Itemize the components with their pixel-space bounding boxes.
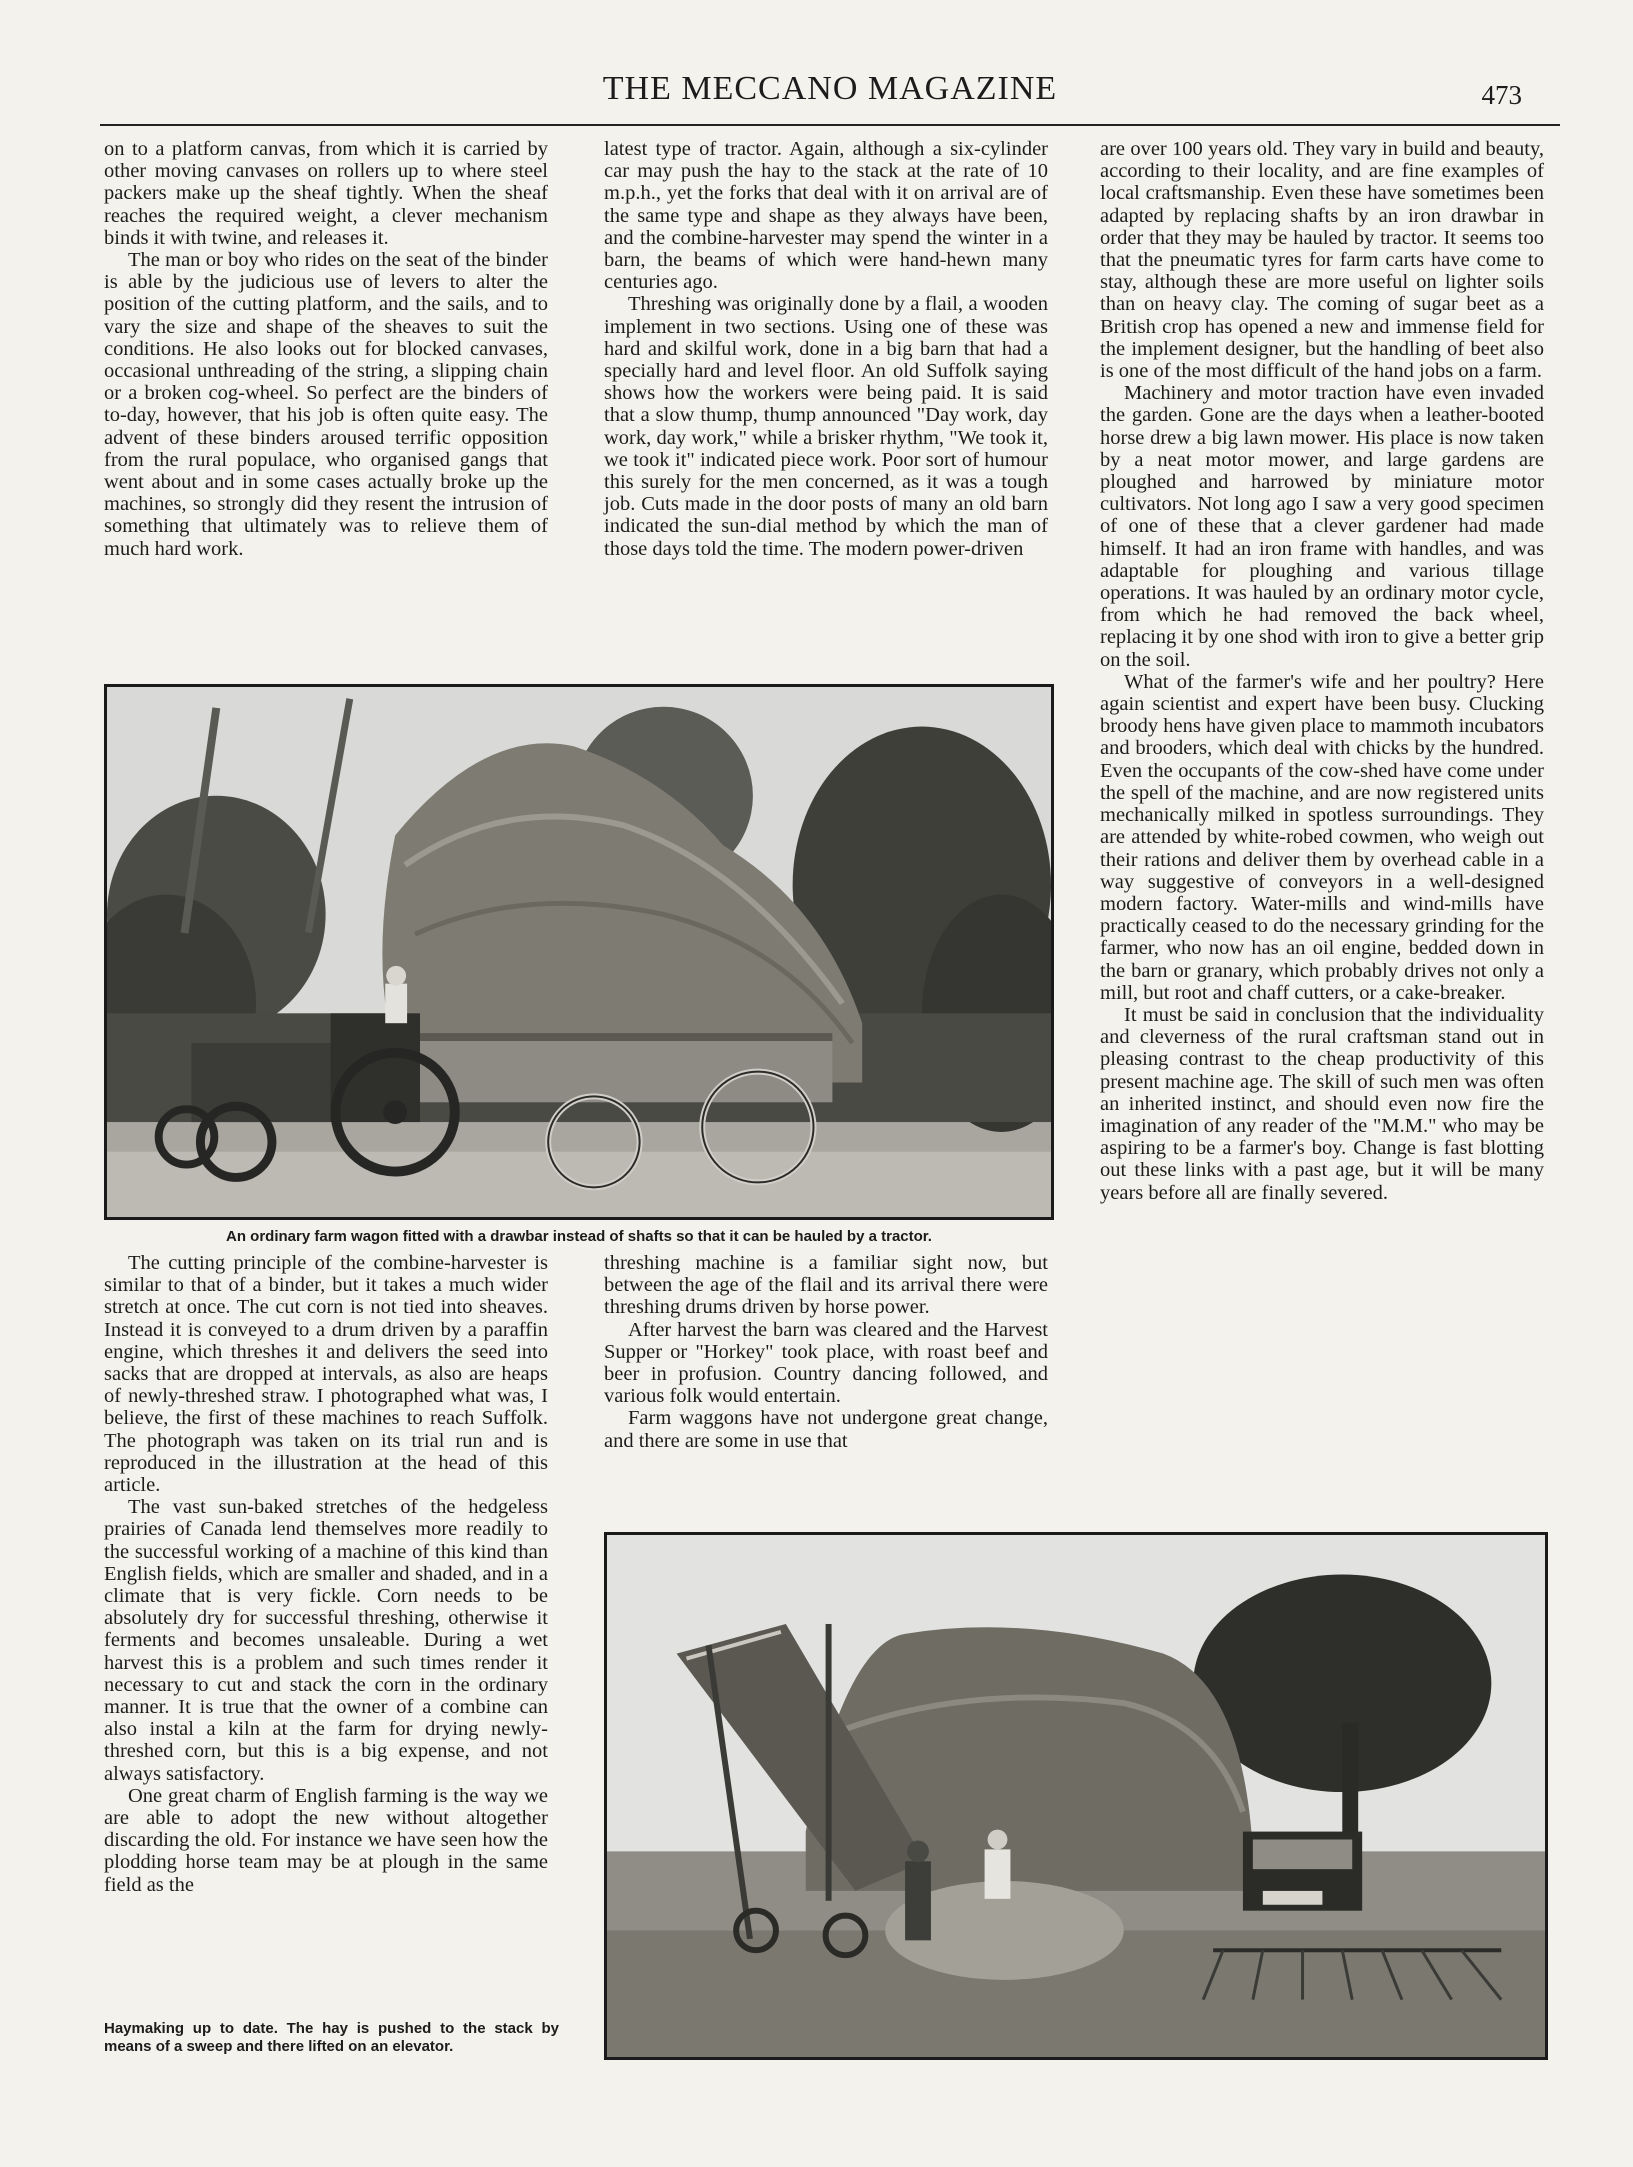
paragraph: It must be said in conclusion that the individuality and cleverness of the rural craftsman stand out in pleasing contrast to the cheap productivity of this present machine age. The skill of such men was often an inherited instinct, and should even now fire the imagination of any reader of the "M.M." who may be aspiring to be a farmer's boy. Change is fast blotting out these links with a past age, but it will be many years before all are finally severed. — [1100, 1003, 1544, 1204]
column-1-bottom — [104, 1252, 548, 1896]
header-rule — [100, 124, 1560, 126]
column-1-top — [104, 138, 548, 560]
column-2-top — [604, 138, 1048, 560]
magazine-title: THE MECCANO MAGAZINE — [602, 70, 1058, 107]
paragraph: Threshing was originally done by a flail, a wooden implement in two sections. Using one of these was hard and skilful work, done in a big barn that had a specially hard and level floor. An old Suffolk saying shows how the workers were being paid. It is said that a slow thump, thump announced "Day work, day work, day work," while a brisker rhythm, "We took it, we took it" indicated piece work. Poor sort of humour this surely for the men concerned, as it was a tough job. Cuts made in the door posts of many an old barn indicated the sun-dial method by which the man of those days told the time. The modern power-driven — [604, 293, 1048, 560]
paragraph: are over 100 years old. They vary in build and beauty, according to their locality, and are fine examples of local craftsmanship. Even these have sometimes been adapted by replacing shafts by an iron drawbar in order that they may be hauled by tractor. It seems too that the pneumatic tyres for farm carts have come to stay, although these are more useful on lighter soils than on heavy clay. The coming of sugar beet as a British crop has opened a new and immense field for the implement designer, but the handling of beet also is one of the most difficult of the hand jobs on a farm. — [1100, 138, 1544, 383]
page-header — [100, 66, 1560, 130]
column-3 — [1100, 138, 1544, 1204]
photo-tractor-hay-wagon — [104, 684, 1054, 1220]
photo-haymaking-elevator-image — [607, 1535, 1545, 2057]
paragraph: on to a platform canvas, from which it is carried by other moving canvases on rollers up to where steel packers make up the sheaf tightly. When the sheaf reaches the required weight, a clever mechanism binds it with twine, and releases it. — [104, 138, 548, 249]
paragraph: The cutting principle of the combine-harvester is similar to that of a binder, but it takes a much wider stretch at once. The cut corn is not tied into sheaves. Instead it is conveyed to a drum driven by a paraffin engine, which threshes it and delivers the seed into sacks that are dropped at intervals, as also are heaps of newly-threshed straw. I photographed what was, I believe, the first of these machines to reach Suffolk. The photograph was taken on its trial run and is reproduced in the illustration at the head of this article. — [104, 1252, 548, 1497]
paragraph: After harvest the barn was cleared and the Harvest Supper or "Horkey" took place, with roast beef and beer in profusion. Country dancing followed, and various folk would entertain. — [604, 1318, 1048, 1408]
paragraph: Farm waggons have not undergone great change, and there are some in use that — [604, 1407, 1048, 1452]
paragraph: threshing machine is a familiar sight now, but between the age of the flail and its arrival there were threshing drums driven by horse power. — [604, 1252, 1048, 1319]
photo-tractor-hay-wagon-image — [107, 687, 1051, 1217]
column-2-bottom — [604, 1252, 1048, 1452]
paragraph: latest type of tractor. Again, although a six-cylinder car may push the hay to the stack at the rate of 10 m.p.h., yet the forks that deal with it on arrival are of the same type and shape as they always have been, and the combine-harvester may spend the winter in a barn, the beams of which were hand-hewn many centuries ago. — [604, 138, 1048, 294]
photo-tractor-caption: An ordinary farm wagon fitted with a drawbar instead of shafts so that it can be hauled by a tractor. — [226, 1228, 932, 1245]
paragraph: What of the farmer's wife and her poultry? Here again scientist and expert have been busy. Clucking broody hens have given place to mammoth incubators and brooders, which deal with chicks by the hundred. Even the occupants of the cow-shed have come under the spell of the machine, and are now registered units mechanically milked in spotless surroundings. They are attended by white-robed cowmen, who weigh out their rations and deliver them by overhead cable in a way suggestive of conveyors in a well-designed modern factory. Water-mills and wind-mills have practically ceased to do the necessary grinding for the farmer, who now has an oil engine, bedded down in the barn or granary, which probably drives not only a mill, but root and chaff cutters, or a cake-breaker. — [1100, 670, 1544, 1004]
page-number: 473 — [1481, 80, 1522, 110]
paragraph: Machinery and motor traction have even invaded the garden. Gone are the days when a leather-booted horse drew a big lawn mower. His place is now taken by a neat motor mower, and large gardens are ploughed and harrowed by miniature motor cultivators. Not long ago I saw a very good specimen of one of these that a clever gardener had made himself. It had an iron frame with handles, and was adaptable for ploughing and various tillage operations. It was hauled by an ordinary motor cycle, from which he had removed the back wheel, replacing it by one shod with iron to give a better grip on the soil. — [1100, 382, 1544, 671]
photo-haymaking-caption: Haymaking up to date. The hay is pushed to the stack by means of a sweep and there lifted on an elevator. — [104, 2020, 559, 2055]
paragraph: The man or boy who rides on the seat of the binder is able by the judicious use of levers to alter the position of the cutting platform, and the sails, and to vary the size and shape of the sheaves to suit the conditions. He also looks out for blocked canvases, occasional unthreading of the string, a slipping chain or a broken cog-wheel. So perfect are the binders of to-day, however, that his job is often quite easy. The advent of these binders aroused terrific opposition from the rural populace, who organised gangs that went about and in some cases actually broke up the machines, so strongly did they resent the intrusion of something that ultimately was to relieve them of much hard work. — [104, 249, 548, 560]
photo-haymaking-elevator — [604, 1532, 1548, 2060]
paragraph: One great charm of English farming is the way we are able to adopt the new without altogether discarding the old. For instance we have seen how the plodding horse team may be at plough in the same field as the — [104, 1784, 548, 1896]
paragraph: The vast sun-baked stretches of the hedgeless prairies of Canada lend themselves more readily to the successful working of a machine of this kind than English fields, which are smaller and shaded, and in a climate that is very fickle. Corn needs to be absolutely dry for successful threshing, otherwise it ferments and becomes unsaleable. During a wet harvest this is a problem and such times render it necessary to cut and stack the corn in the ordinary manner. It is true that the owner of a combine can also instal a kiln at the farm for drying newly-threshed corn, but this is a big expense, and not always satisfactory. — [104, 1496, 548, 1785]
